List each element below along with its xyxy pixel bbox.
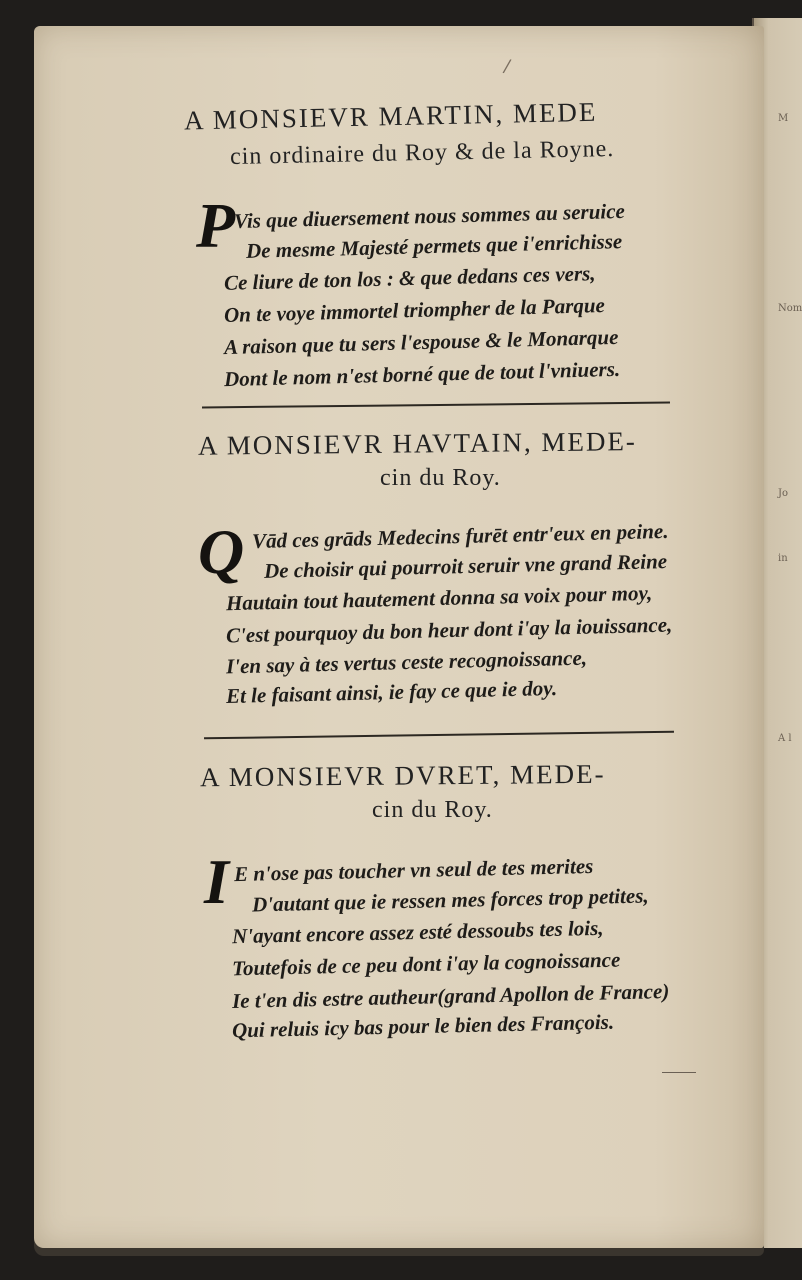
verse-line: Vis que diuersement nous sommes au seruice <box>233 198 626 234</box>
verse-line: De choisir qui pourroit seruir vne grand Reine <box>263 549 668 583</box>
drop-cap: P <box>196 190 236 261</box>
verse-line: Hautain tout hautement donna sa voix pour moy, <box>225 580 653 616</box>
adjacent-page-fragment: Nom <box>778 303 802 314</box>
section-subheading: cin du Roy. <box>380 465 501 491</box>
verse-line: Qui reluis icy bas pour le bien des François. <box>231 1009 615 1043</box>
verse-line: I'en say à tes vertus ceste recognoissance, <box>225 645 588 679</box>
verse-line: Ce liure de ton los : & que dedans ces vers, <box>223 261 596 295</box>
section-subheading: cin ordinaire du Roy & de la Royne. <box>229 135 615 171</box>
drop-cap: Q <box>198 516 245 587</box>
section-subheading: cin du Roy. <box>372 797 493 823</box>
verse-line: D'autant que ie ressen mes forces trop petites, <box>251 883 649 917</box>
adjacent-page-fragment: Jo <box>778 488 789 499</box>
section-heading: A MONSIEVR HAVTAIN, MEDE- <box>197 426 637 461</box>
verse-line: De mesme Majesté permets que i'enrichisse <box>245 229 623 263</box>
verse-line: C'est pourquoy du bon heur dont i'ay la iouissance, <box>225 612 673 648</box>
verse-line: On te voye immortel triompher de la Parque <box>223 293 606 327</box>
verse-line: A raison que tu sers l'espouse & le Monarque <box>223 324 619 360</box>
adjacent-page-fragment: in <box>778 553 788 564</box>
drop-cap: I <box>204 846 229 917</box>
adjacent-page-fragment: A l <box>778 733 792 744</box>
verse-line: Toutefois de ce peu dont i'ay la cognoissance <box>231 947 621 981</box>
book-page <box>34 26 764 1248</box>
verse-line: Et le faisant ainsi, ie fay ce que ie doy. <box>225 675 558 709</box>
verse-line: Dont le nom n'est borné que de tout l'vniuers. <box>223 356 621 392</box>
verse-line: Vād ces grāds Medecins furēt entr'eux en peine. <box>251 518 669 554</box>
section-divider <box>202 402 670 409</box>
verse-line: Ie t'en dis estre autheur(grand Apollon de France) <box>231 979 670 1013</box>
adjacent-page-fragment: M <box>778 113 789 124</box>
margin-mark: / <box>501 55 513 78</box>
verse-line: E n'ose pas toucher vn seul de tes merites <box>233 853 594 887</box>
section-heading: A MONSIEVR DVRET, MEDE- <box>199 758 606 793</box>
section-heading: A MONSIEVR MARTIN, MEDE <box>183 96 598 136</box>
faint-mark <box>662 1072 696 1073</box>
verse-line: N'ayant encore assez esté dessoubs tes lois, <box>231 915 604 949</box>
section-divider <box>204 731 674 740</box>
